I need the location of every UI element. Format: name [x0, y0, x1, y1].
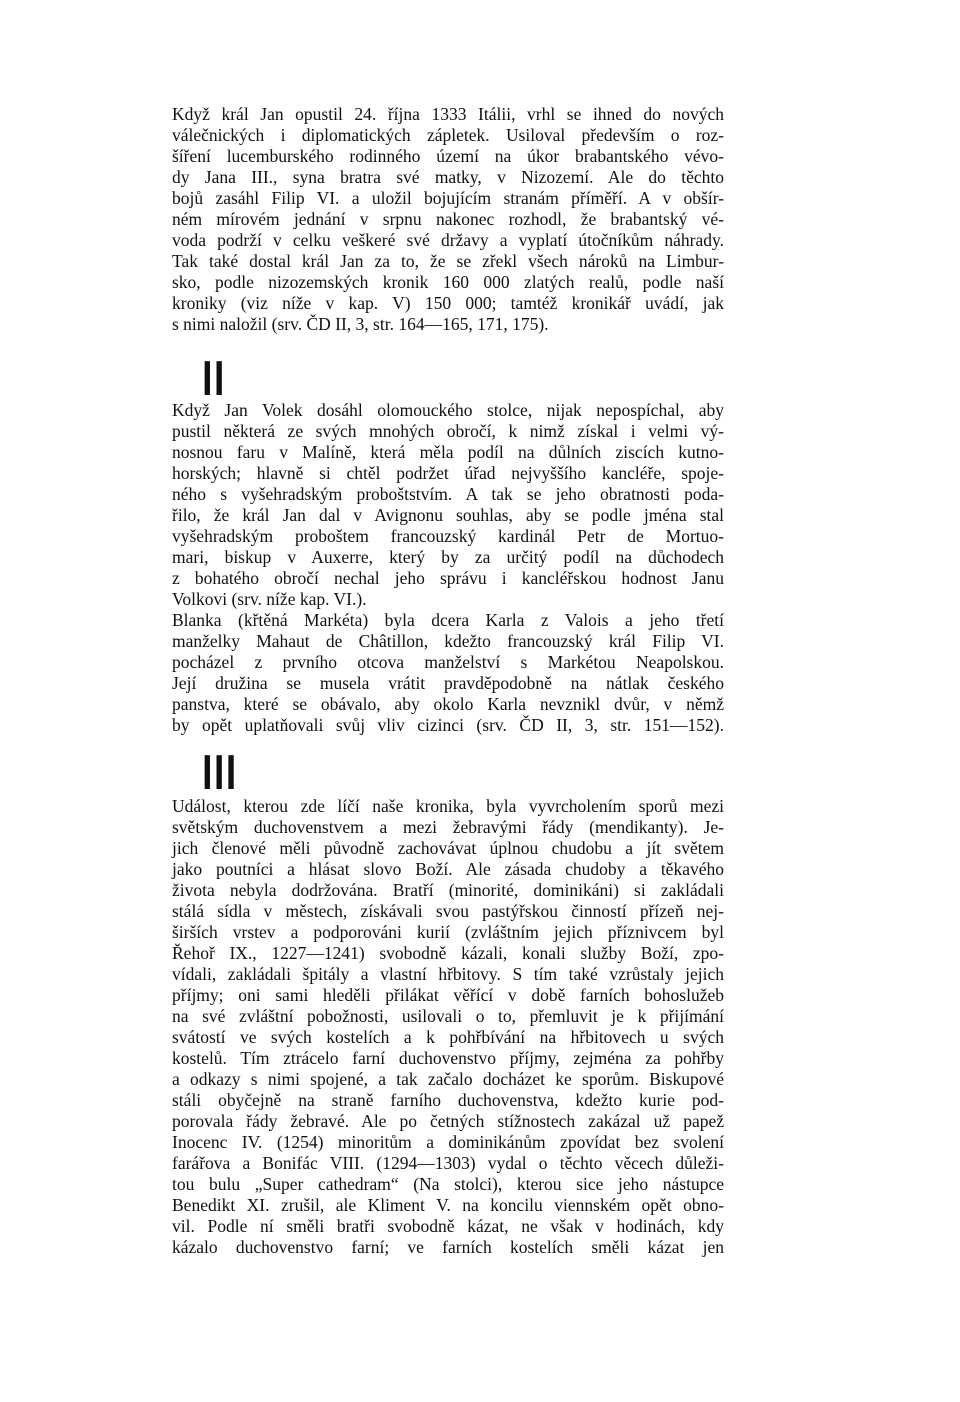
text-line: jako poutníci a hlásat slovo Boží. Ale zásada chudoby a těkavého: [172, 859, 724, 879]
text-line: vil. Podle ní směli bratři svobodně kázat, ne však v hodinách, kdy: [172, 1216, 724, 1236]
text-line: s nimi naložil (srv. ČD II, 3, str. 164—165, 171, 175).: [172, 314, 549, 334]
text-line: vídali, zakládali špitály a vlastní hřbitovy. S tím také vzrůstaly jejich: [172, 964, 724, 984]
text-line: stáli obyčejně na straně farního duchovenstva, kdežto kurie pod-: [172, 1090, 724, 1110]
section-3-text: [172, 796, 724, 1258]
text-line: dy Jana III., syna bratra své matky, v Nizozemí. Ale do těchto: [172, 167, 724, 187]
text-line: kostelů. Tím ztrácelo farní duchovenstvo příjmy, zejména za pohřby: [172, 1048, 724, 1068]
text-line: válečnických i diplomatických zápletek. Usiloval především o roz-: [172, 125, 724, 145]
text-line: na své zvláštní pobožnosti, usilovali o to, přemluvit je k přijímání: [172, 1006, 724, 1026]
text-line: kázalo duchovenstvo farní; ve farních kostelích směli kázat jen: [172, 1237, 724, 1257]
text-line: porovala řády žebravé. Ale po četných stížnostech zakázal už papež: [172, 1111, 724, 1131]
text-line: Benedikt XI. zrušil, ale Kliment V. na koncilu viennském opět obno-: [172, 1195, 724, 1215]
section-2-text: [172, 400, 724, 736]
text-line: Blanka (křtěná Markéta) byla dcera Karla z Valois a jeho třetí: [172, 610, 724, 630]
text-line: Když Jan Volek dosáhl olomouckého stolce, nijak nepospíchal, aby: [172, 400, 724, 420]
text-line: Řehoř IX., 1227—1241) svobodně kázali, konali služby Boží, zpo-: [172, 943, 724, 963]
text-line: svátostí ve svých kostelích a k pohřbívání na hřbitovech u svých: [172, 1027, 724, 1047]
text-line: Její družina se musela vrátit pravděpodobně na nátlak českého: [172, 673, 724, 693]
text-line: Událost, kterou zde líčí naše kronika, byla vyvrcholením sporů mezi: [172, 796, 724, 816]
text-line: panstva, které se obávalo, aby okolo Karla nevznikl dvůr, v němž: [172, 694, 724, 714]
text-line: nosnou faru v Malíně, která měla podíl na důlních ziscích kutno-: [172, 442, 724, 462]
section-numeral-ii: II: [202, 352, 226, 406]
text-line: pocházel z prvního otcova manželství s Markétou Neapolskou.: [172, 652, 724, 672]
text-line: ného s vyšehradským proboštstvím. A tak se jeho obratnosti poda-: [172, 484, 724, 504]
text-line: ném mírovém jednání v srpnu nakonec rozhodl, že brabantský vé-: [172, 209, 724, 229]
text-line: jich členové měli původně zachovávat úplnou chudobu a jít světem: [172, 838, 724, 858]
section-1-text: [172, 104, 724, 335]
text-line: bojů zasáhl Filip VI. a uložil bojujícím stranám příměří. A v obšír-: [172, 188, 724, 208]
text-line: manželky Mahaut de Châtillon, kdežto francouzský král Filip VI.: [172, 631, 724, 651]
text-line: řilo, že král Jan dal v Avignonu souhlas, aby se podle jména stal: [172, 505, 724, 525]
text-line: Když král Jan opustil 24. října 1333 Itálii, vrhl se ihned do nových: [172, 104, 724, 124]
text-line: sko, podle nizozemských kronik 160 000 zlatých realů, podle naší: [172, 272, 724, 292]
text-line: Volkovi (srv. níže kap. VI.).: [172, 589, 367, 609]
text-line: pustil některá ze svých mnohých obročí, k nimž získal i velmi vý-: [172, 421, 724, 441]
text-line: šíření lucemburského rodinného území na úkor brabantského vévo-: [172, 146, 724, 166]
text-line: příjmy; oni sami hleděli přilákat věřící v době farních bohoslužeb: [172, 985, 724, 1005]
text-line: světským duchovenstvem a mezi žebravými řády (mendikanty). Je-: [172, 817, 724, 837]
text-line: horských; hlavně si chtěl podržet úřad nejvyššího kancléře, spoje-: [172, 463, 724, 483]
text-line: by opět uplatňovali svůj vliv cizinci (srv. ČD II, 3, str. 151—152).: [172, 715, 724, 735]
text-line: Inocenc IV. (1254) minoritům a dominikánům zpovídat bez svolení: [172, 1132, 724, 1152]
text-line: tou bulu „Super cathedram“ (Na stolci), kterou sice jeho nástupce: [172, 1174, 724, 1194]
text-line: širších vrstev a podporováni kurií (zvláštním jejich příznivcem byl: [172, 922, 724, 942]
text-line: voda podrží v celku veškeré své državy a vyplatí útočníkům náhrady.: [172, 230, 724, 250]
section-numeral-iii: III: [202, 746, 238, 800]
text-line: Tak také dostal král Jan za to, že se zřekl všech nároků na Limbur-: [172, 251, 724, 271]
text-line: farářova a Bonifác VIII. (1294—1303) vydal o těchto věcech důleži-: [172, 1153, 724, 1173]
text-line: života nebyla dodržována. Bratří (minorité, dominikáni) si zakládali: [172, 880, 724, 900]
text-line: z bohatého obročí nechal jeho správu i kancléřskou hodnost Janu: [172, 568, 724, 588]
text-line: vyšehradským proboštem francouzský kardinál Petr de Mortuo-: [172, 526, 724, 546]
text-line: a odkazy s nimi spojené, a tak začalo docházet ke sporům. Biskupové: [172, 1069, 724, 1089]
text-line: stálá sídla v městech, získávali svou pastýřskou činností přízeň nej-: [172, 901, 724, 921]
text-line: kroniky (viz níže v kap. V) 150 000; tamtéž kronikář uvádí, jak: [172, 293, 724, 313]
text-line: mari, biskup v Auxerre, který by za určitý podíl na důchodech: [172, 547, 724, 567]
